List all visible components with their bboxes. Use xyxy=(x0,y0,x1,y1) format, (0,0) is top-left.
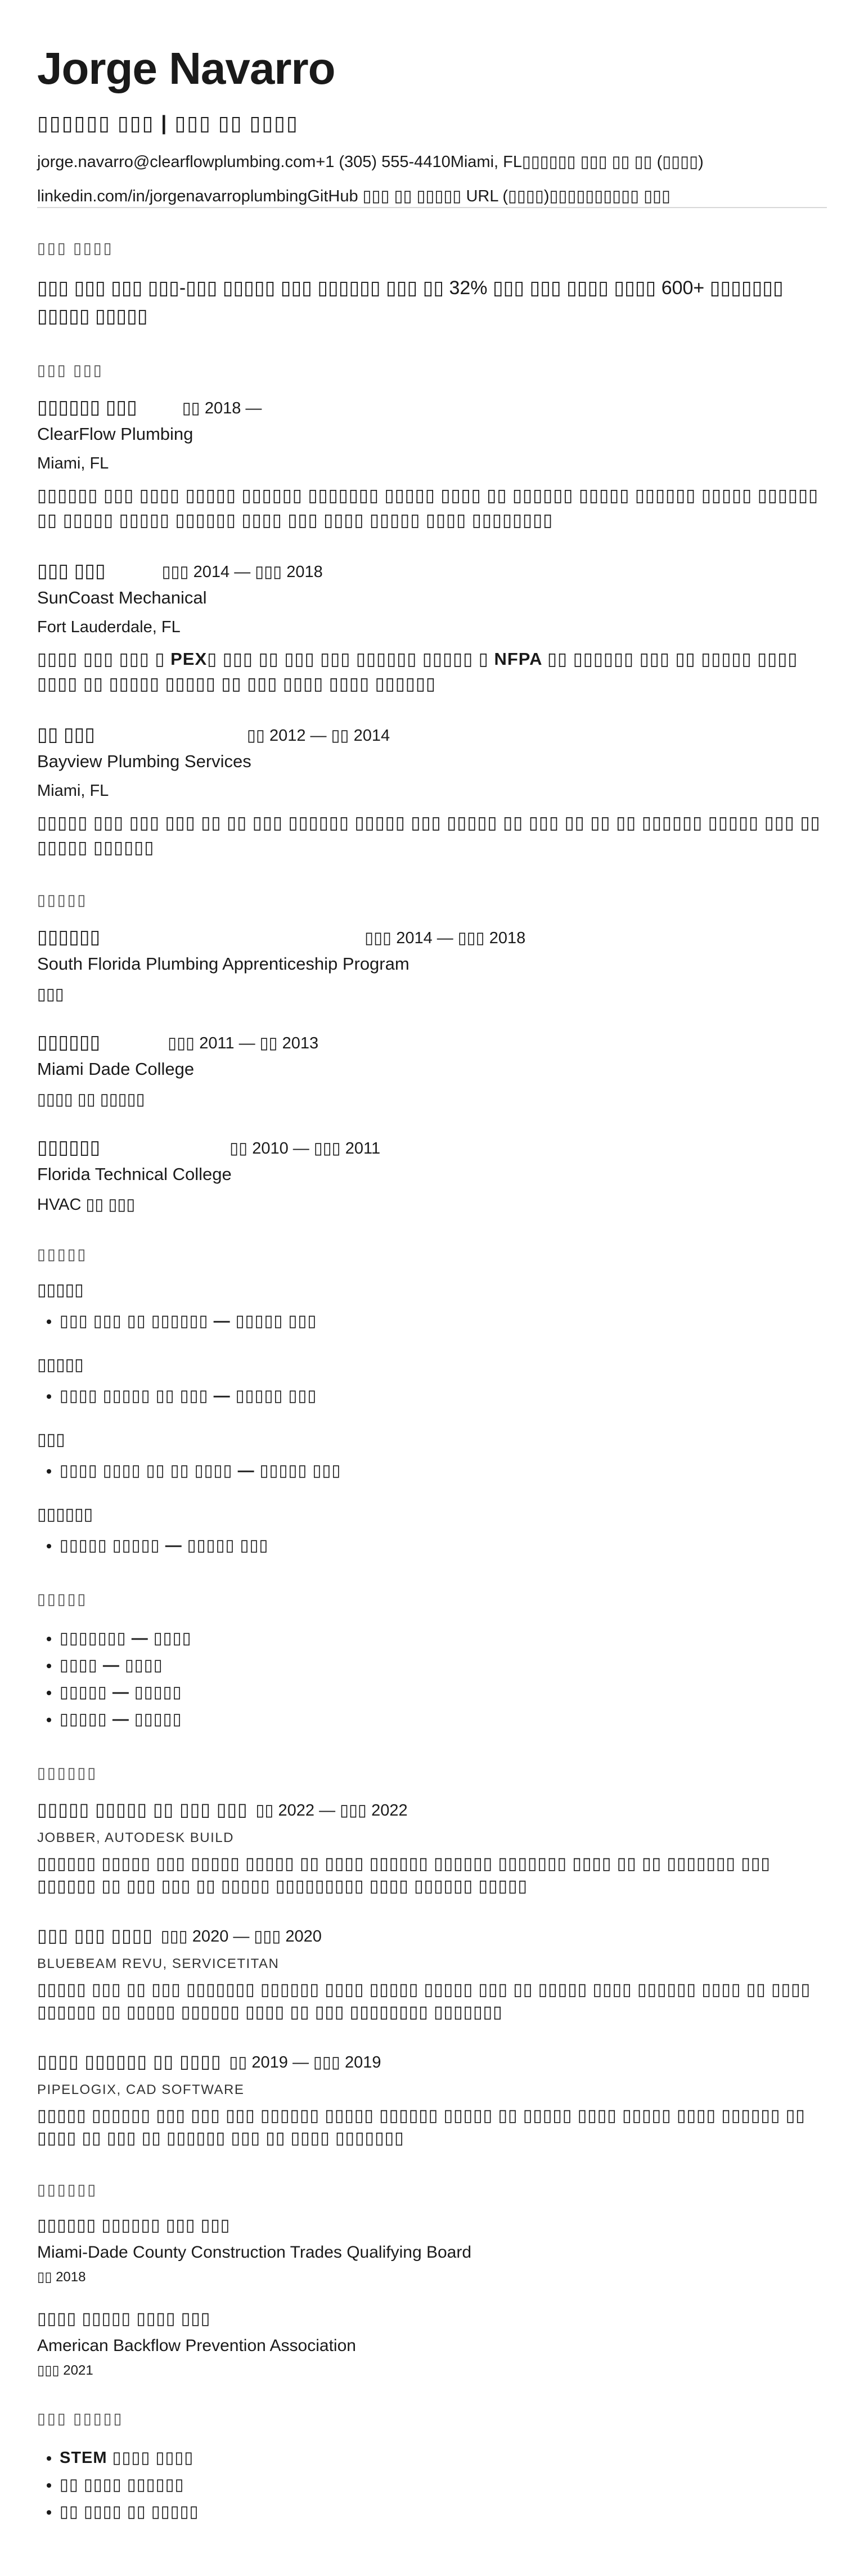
project-description: ▯▯▯▯▯ ▯▯▯ ▯▯ ▯▯▯ ▯▯▯▯▯▯▯ ▯▯▯▯▯▯ ▯▯▯▯ ▯▯▯▯▯ ▯▯▯▯▯ ▯▯▯ ▯▯ ▯▯▯▯▯ ▯▯▯▯ ▯▯▯▯▯▯ ▯▯▯▯ ▯▯ ▯▯▯▯ ▯▯▯▯▯▯ ▯▯ ▯▯▯▯▯ ▯▯▯▯▯▯ ▯▯▯▯ ▯▯ ▯▯▯ ▯▯▯▯▯▯▯▯ ▯▯▯▯▯▯▯ xyxy=(37,1980,811,2021)
section-title-languages: ▯▯▯▯▯ xyxy=(37,1246,88,1263)
job-location: Miami, FL xyxy=(37,782,109,800)
job-location: Fort Lauderdale, FL xyxy=(37,618,181,636)
project-tech: BLUEBEAM REVU, SERVICETITAN xyxy=(37,1956,280,1971)
education-entry xyxy=(37,1136,827,1214)
experience-entry xyxy=(37,723,827,860)
contact-line-links[interactable]: linkedin.com/in/jorgenavarroplumbingGitHub ▯▯▯ ▯▯ ▯▯▯▯▯ URL (▯▯▯▯)▯▯▯▯▯▯▯▯▯▯ ▯▯▯ xyxy=(37,187,671,205)
job-title: ▯▯▯▯▯▯ ▯▯▯ xyxy=(37,397,137,418)
certification-date: ▯▯▯ 2021 xyxy=(37,2363,93,2378)
certification-date: ▯▯ 2018 xyxy=(37,2269,86,2285)
language-detail: • ▯▯▯ ▯▯▯ ▯▯ ▯▯▯▯▯▯ — ▯▯▯▯▯ ▯▯▯ xyxy=(60,1308,827,1335)
employer: Bayview Plumbing Services xyxy=(37,751,251,771)
community-list xyxy=(37,2444,827,2525)
project-dates: ▯▯ 2022 — ▯▯▯ 2022 xyxy=(255,1802,408,1820)
skill-item: • ▯▯▯▯ — ▯▯▯▯ xyxy=(60,1652,827,1679)
project-title: ▯▯▯▯▯ ▯▯▯▯▯ ▯▯ ▯▯▯ ▯▯▯ xyxy=(37,1799,248,1820)
header-divider xyxy=(37,207,827,208)
resume-header xyxy=(37,45,827,208)
certification-name: ▯▯▯▯▯▯ ▯▯▯▯▯▯ ▯▯▯ ▯▯▯ xyxy=(37,2216,231,2235)
skills-list xyxy=(37,1625,827,1733)
candidate-name: Jorge Navarro xyxy=(37,43,335,93)
job-dates: ▯▯ 2018 — xyxy=(182,399,262,417)
field-of-study: HVAC ▯▯ ▯▯▯ xyxy=(37,1196,136,1214)
summary-text: ▯▯▯ ▯▯▯ ▯▯▯ ▯▯▯-▯▯▯ ▯▯▯▯▯ ▯▯▯ ▯▯▯▯▯▯ ▯▯▯ ▯▯ 32% ▯▯▯ ▯▯▯ ▯▯▯▯ ▯▯▯▯ 600+ ▯▯▯▯▯▯▯ ▯▯▯▯▯ ▯▯▯▯▯ xyxy=(37,277,784,327)
job-description: ▯▯▯▯▯ ▯▯▯ ▯▯▯ ▯▯▯ ▯▯ ▯▯ ▯▯▯ ▯▯▯▯▯▯ ▯▯▯▯▯ ▯▯▯ ▯▯▯▯▯ ▯▯ ▯▯▯ ▯▯ ▯▯ ▯▯ ▯▯▯▯▯▯ ▯▯▯▯▯ ▯▯▯ ▯▯ ▯▯▯▯▯ ▯▯▯▯▯▯ xyxy=(37,813,821,857)
degree-title: ▯▯▯▯▯▯ xyxy=(37,1137,101,1158)
education-entry xyxy=(37,1031,827,1109)
section-title-education: ▯▯▯▯▯ xyxy=(37,891,88,908)
community-item: • ▯▯ ▯▯▯▯ ▯▯ ▯▯▯▯▯ xyxy=(60,2498,827,2525)
community-item: • ▯▯ ▯▯▯▯ ▯▯▯▯▯▯ xyxy=(60,2471,827,2498)
institution: Miami Dade College xyxy=(37,1059,195,1079)
certification-name: ▯▯▯▯ ▯▯▯▯▯ ▯▯▯▯ ▯▯▯ xyxy=(37,2309,211,2328)
job-title: ▯▯▯ ▯▯▯ xyxy=(37,560,106,582)
project-entry xyxy=(37,1925,827,2024)
experience-entry xyxy=(37,560,827,696)
job-dates: ▯▯ 2012 — ▯▯ 2014 xyxy=(247,727,390,745)
language-name: ▯▯▯▯▯ xyxy=(37,1281,84,1299)
experience-entry xyxy=(37,396,827,533)
language-entry xyxy=(37,1430,827,1484)
section-title-certifications: ▯▯▯▯▯▯ xyxy=(37,2181,98,2198)
languages-section xyxy=(37,1246,827,1559)
institution: Florida Technical College xyxy=(37,1164,232,1184)
skill-item: • ▯▯▯▯▯ — ▯▯▯▯▯ xyxy=(60,1706,827,1733)
education-dates: ▯▯▯ 2014 — ▯▯▯ 2018 xyxy=(364,929,526,947)
project-title: ▯▯▯ ▯▯▯ ▯▯▯▯ xyxy=(37,1925,153,1945)
employer: SunCoast Mechanical xyxy=(37,588,207,607)
language-entry xyxy=(37,1280,827,1335)
language-detail: • ▯▯▯▯ ▯▯▯▯▯ ▯▯ ▯▯▯ — ▯▯▯▯▯ ▯▯▯ xyxy=(60,1382,827,1409)
projects-section xyxy=(37,1764,827,2150)
project-description: ▯▯▯▯▯▯ ▯▯▯▯▯ ▯▯▯ ▯▯▯▯▯ ▯▯▯▯▯ ▯▯ ▯▯▯▯ ▯▯▯▯▯▯ ▯▯▯▯▯▯ ▯▯▯▯▯▯▯ ▯▯▯▯ ▯▯ ▯▯ ▯▯▯▯▯▯▯ ▯▯▯ ▯▯▯▯▯▯ ▯▯ ▯▯▯ ▯▯▯ ▯▯ ▯▯▯▯▯ ▯▯▯▯▯▯▯▯▯ ▯▯▯▯ ▯▯▯▯▯▯ ▯▯▯▯▯ xyxy=(37,1854,771,1895)
certification-entry xyxy=(37,2309,827,2379)
candidate-title: ▯▯▯▯▯▯ ▯▯▯ | ▯▯▯ ▯▯ ▯▯▯▯ xyxy=(37,111,299,134)
language-name: ▯▯▯▯▯ xyxy=(37,1355,84,1374)
section-title-experience: ▯▯▯ ▯▯▯ xyxy=(37,362,104,379)
contact-line-primary: jorge.navarro@clearflowplumbing.com+1 (305) 555-4410Miami, FL▯▯▯▯▯▯ ▯▯▯ ▯▯ ▯▯ (▯▯▯▯) xyxy=(37,153,704,171)
education-entry xyxy=(37,926,827,1004)
job-location: Miami, FL xyxy=(37,454,109,472)
section-title-projects: ▯▯▯▯▯▯ xyxy=(37,1764,98,1781)
language-entry xyxy=(37,1505,827,1559)
section-title-summary: ▯▯▯ ▯▯▯▯ xyxy=(37,240,114,256)
education-dates: ▯▯ 2010 — ▯▯▯ 2011 xyxy=(230,1140,381,1158)
employer: ClearFlow Plumbing xyxy=(37,424,194,444)
field-of-study: ▯▯▯▯ ▯▯ ▯▯▯▯▯ xyxy=(37,1091,145,1109)
language-detail: • ▯▯▯▯▯ ▯▯▯▯▯ — ▯▯▯▯▯ ▯▯▯ xyxy=(60,1532,827,1559)
language-name: ▯▯▯ xyxy=(37,1430,65,1449)
community-item: • STEM ▯▯▯▯ ▯▯▯▯ xyxy=(60,2444,827,2471)
language-entry xyxy=(37,1355,827,1409)
institution: South Florida Plumbing Apprenticeship Program xyxy=(37,954,410,974)
skill-item: • ▯▯▯▯▯ — ▯▯▯▯▯ xyxy=(60,1679,827,1706)
job-title: ▯▯ ▯▯▯ xyxy=(37,724,95,745)
project-tech: JOBBER, AUTODESK BUILD xyxy=(37,1830,234,1845)
section-title-community: ▯▯▯ ▯▯▯▯▯ xyxy=(37,2410,124,2427)
project-dates: ▯▯ 2019 — ▯▯▯ 2019 xyxy=(229,2053,381,2071)
language-name: ▯▯▯▯▯▯ xyxy=(37,1505,93,1524)
degree-title: ▯▯▯▯▯▯ xyxy=(37,926,101,948)
project-description: ▯▯▯▯▯ ▯▯▯▯▯▯ ▯▯▯ ▯▯▯ ▯▯▯ ▯▯▯▯▯▯ ▯▯▯▯▯ ▯▯▯▯▯▯ ▯▯▯▯▯ ▯▯ ▯▯▯▯▯ ▯▯▯▯ ▯▯▯▯▯ ▯▯▯▯ ▯▯▯▯▯▯ ▯▯ ▯▯▯▯ ▯▯ ▯▯▯ ▯▯ ▯▯▯▯▯▯ ▯▯▯ ▯▯ ▯▯▯▯ ▯▯▯▯▯▯▯ xyxy=(37,2106,806,2147)
project-entry xyxy=(37,1799,827,1898)
job-dates: ▯▯▯ 2014 — ▯▯▯ 2018 xyxy=(161,563,323,581)
field-of-study: ▯▯▯ xyxy=(37,985,64,1003)
project-tech: PIPELOGIX, CAD SOFTWARE xyxy=(37,2082,245,2097)
certification-issuer: American Backflow Prevention Association xyxy=(37,2336,356,2355)
community-section xyxy=(37,2410,827,2525)
project-title: ▯▯▯▯ ▯▯▯▯▯▯ ▯▯ ▯▯▯▯ xyxy=(37,2051,222,2071)
project-entry xyxy=(37,2051,827,2150)
project-dates: ▯▯▯ 2020 — ▯▯▯ 2020 xyxy=(160,1928,322,1945)
certification-issuer: Miami-Dade County Construction Trades Qualifying Board xyxy=(37,2243,472,2262)
job-description: ▯▯▯▯▯▯ ▯▯▯ ▯▯▯▯ ▯▯▯▯▯ ▯▯▯▯▯▯ ▯▯▯▯▯▯▯ ▯▯▯▯▯ ▯▯▯▯ ▯▯ ▯▯▯▯▯▯ ▯▯▯▯▯ ▯▯▯▯▯▯ ▯▯▯▯▯ ▯▯▯▯▯▯ ▯▯ ▯▯▯▯▯ ▯▯▯▯▯ ▯▯▯▯▯▯ ▯▯▯▯ ▯▯▯ ▯▯▯▯ ▯▯▯▯▯ ▯▯▯▯ ▯▯▯▯▯▯▯▯ xyxy=(37,485,819,530)
summary-section xyxy=(37,240,827,330)
language-detail: • ▯▯▯▯ ▯▯▯▯ ▯▯ ▯▯ ▯▯▯▯ — ▯▯▯▯▯ ▯▯▯ xyxy=(60,1457,827,1484)
degree-title: ▯▯▯▯▯▯ xyxy=(37,1032,101,1053)
certification-entry xyxy=(37,2215,827,2285)
education-dates: ▯▯▯ 2011 — ▯▯ 2013 xyxy=(168,1034,319,1052)
section-title-skills: ▯▯▯▯▯ xyxy=(37,1591,88,1607)
education-section xyxy=(37,891,827,1214)
skill-item: • ▯▯▯▯▯▯▯ — ▯▯▯▯ xyxy=(60,1625,827,1652)
job-description: ▯▯▯▯ ▯▯▯ ▯▯▯ ▯ PEX▯ ▯▯▯ ▯▯ ▯▯▯ ▯▯▯ ▯▯▯▯▯▯ ▯▯▯▯▯ ▯ NFPA ▯▯ ▯▯▯▯▯▯ ▯▯▯ ▯▯ ▯▯▯▯▯ ▯▯▯▯ ▯▯▯▯ ▯▯ ▯▯▯▯▯ ▯▯▯▯▯ ▯▯ ▯▯▯ ▯▯▯▯ ▯▯▯▯ ▯▯▯▯▯▯ xyxy=(37,649,798,693)
experience-section xyxy=(37,362,827,860)
skills-section xyxy=(37,1591,827,1733)
certifications-section xyxy=(37,2181,827,2379)
